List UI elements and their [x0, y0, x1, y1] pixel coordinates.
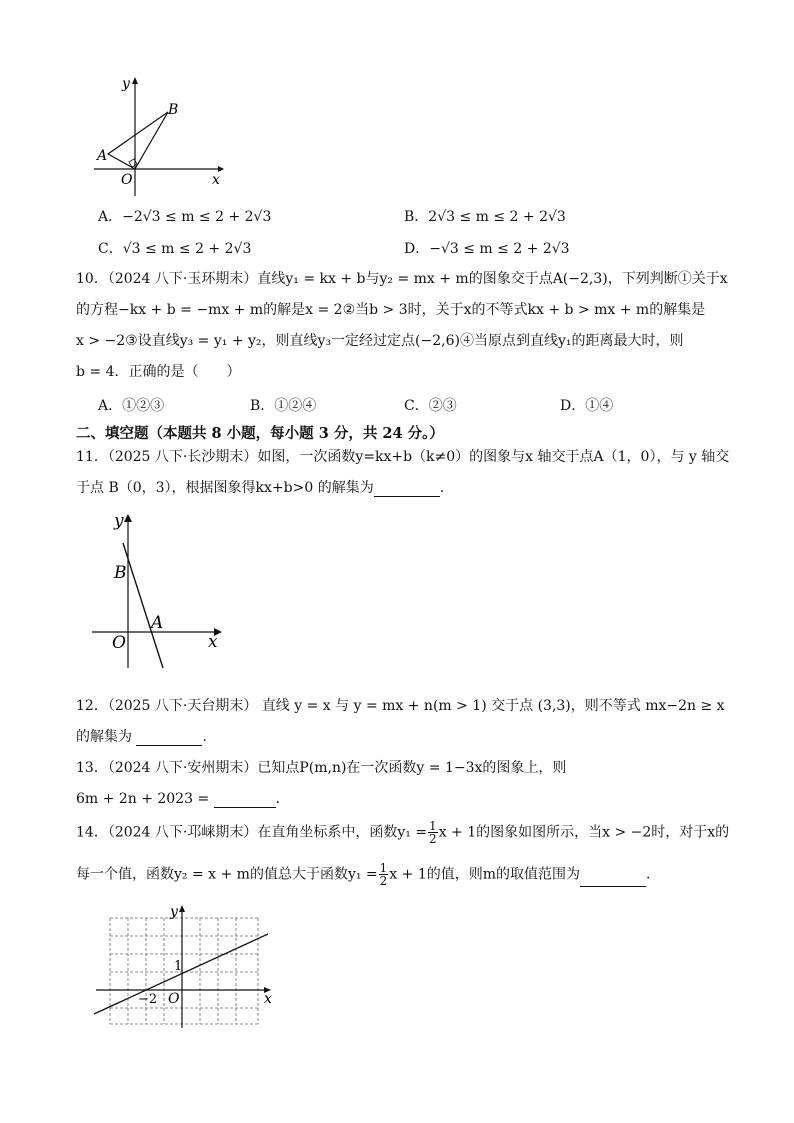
q14-part-2: x + 1的图象如图所示，当x > −2时，对于x的: [438, 824, 730, 841]
line-y1: [94, 934, 268, 1014]
q12-line-1: 12．（2025 八下·天台期末） 直线 y = x 与 y = mx + n(m > 1) 交于点 (3,3)，则不等式 mx−2n ≥ x: [76, 698, 725, 714]
q14-line-2-wrap: [76, 862, 660, 890]
fig9-label-y: y: [122, 76, 130, 92]
q12-line-2: 的解集为: [76, 729, 132, 745]
q9-option-a[interactable]: A．−2√3 ≤ m ≤ 2 + 2√3: [98, 209, 272, 225]
q14-part-4: x + 1的值，则m的取值范围为: [389, 866, 581, 883]
q10-option-c[interactable]: C．②③: [404, 398, 457, 414]
fig9-label-B: B: [168, 102, 179, 118]
fig14-label-y: y: [170, 904, 178, 920]
q13-line-1: 13．（2024 八下·安州期末）已知点P(m,n)在一次函数y = 1−3x的图象上，则: [76, 760, 567, 776]
y-axis-arrow-icon: [132, 77, 138, 84]
q11-figure: [88, 508, 228, 684]
q10-line-4: b = 4．正确的是（ ）: [76, 364, 241, 380]
q10-line-1: 10．（2024 八下·玉环期末）直线y₁ = kx + b与y₂ = mx + m的图象交于点A(−2,3)，下列判断①关于x: [76, 271, 728, 287]
q12-answer-blank[interactable]: [136, 731, 202, 746]
q14-answer-blank[interactable]: [580, 872, 646, 887]
frac-denominator: 2: [429, 832, 437, 846]
triangle-OAB: [108, 112, 168, 169]
fig9-label-O: O: [121, 172, 133, 188]
fig14-label-neg2: −2: [138, 992, 158, 1007]
q14-part-3: 每一个值，函数y₂ = x + m的值总大于函数y₁ =: [76, 866, 378, 883]
q13-line-2: 6m + 2n + 2023 =: [76, 791, 210, 807]
frac-numerator: 1: [429, 819, 437, 833]
grid: [110, 918, 258, 1024]
q9-option-b[interactable]: B．2√3 ≤ m ≤ 2 + 2√3: [404, 209, 566, 225]
fig14-label-x: x: [264, 991, 272, 1007]
line-kx-plus-b: [123, 543, 163, 668]
fig14-label-1: 1: [174, 959, 183, 974]
q11-end: .: [439, 480, 445, 496]
fig9-label-A: A: [97, 148, 108, 164]
q14-fraction-2: [379, 862, 389, 887]
q11-line-1: 11．（2025 八下·长沙期末）如图，一次函数y=kx+b（k≠0）的图象与x 轴交于点A（1，0），与 y 轴交: [76, 449, 730, 465]
fig9-label-x: x: [212, 172, 220, 188]
section-2-heading: 二、填空题（本题共 8 小题，每小题 3 分，共 24 分。）: [76, 425, 444, 442]
q14-fraction-1: [428, 820, 438, 845]
q13-answer-blank[interactable]: [214, 793, 276, 808]
q14-end: ．: [646, 866, 661, 883]
q10-line-2: 的方程−kx + b = −mx + m的解是x = 2②当b > 3时，关于x的不等式kx + b > mx + m的解集是: [76, 302, 706, 318]
q12-end: .: [202, 729, 207, 745]
q11-line-2: 于点 B（0，3），根据图象得kx+b>0 的解集为: [76, 480, 374, 496]
q9-option-d[interactable]: D．−√3 ≤ m ≤ 2 + 2√3: [404, 241, 570, 257]
q9-option-c[interactable]: C．√3 ≤ m ≤ 2 + 2√3: [98, 241, 252, 257]
fig11-label-A: A: [151, 613, 164, 633]
fig11-label-O: O: [112, 633, 126, 653]
q10-option-b[interactable]: B．①②④: [250, 398, 317, 414]
fig11-label-x: x: [208, 632, 218, 652]
fig11-label-y: y: [114, 511, 124, 531]
y-axis-arrow-icon: [124, 514, 132, 522]
q14-figure: [90, 900, 280, 1030]
q11-answer-blank[interactable]: [374, 482, 440, 497]
q10-option-a[interactable]: A．①②③: [98, 398, 165, 414]
q12-line-2-wrap: [76, 728, 207, 746]
q11-line-2-wrap: [76, 479, 444, 497]
q14-part-1: 14．（2024 八下·邛崃期末）在直角坐标系中，函数y₁ =: [76, 824, 428, 841]
fig14-label-O: O: [168, 991, 180, 1007]
q13-line-2-wrap: [76, 790, 290, 808]
q9-figure: [88, 72, 228, 202]
q14-line-1-wrap: [76, 820, 729, 848]
y-axis-arrow-icon: [179, 905, 185, 912]
q10-option-d[interactable]: D．①④: [560, 398, 614, 414]
frac-denominator: 2: [379, 874, 388, 888]
q13-end: ．: [275, 791, 290, 807]
q10-line-3: x > −2③设直线y₃ = y₁ + y₂，则直线y₃一定经过定点(−2,6)④当原点到直线y₁的距离最大时，则: [76, 333, 684, 349]
fig11-label-B: B: [114, 563, 127, 583]
frac-numerator: 1: [379, 861, 388, 875]
